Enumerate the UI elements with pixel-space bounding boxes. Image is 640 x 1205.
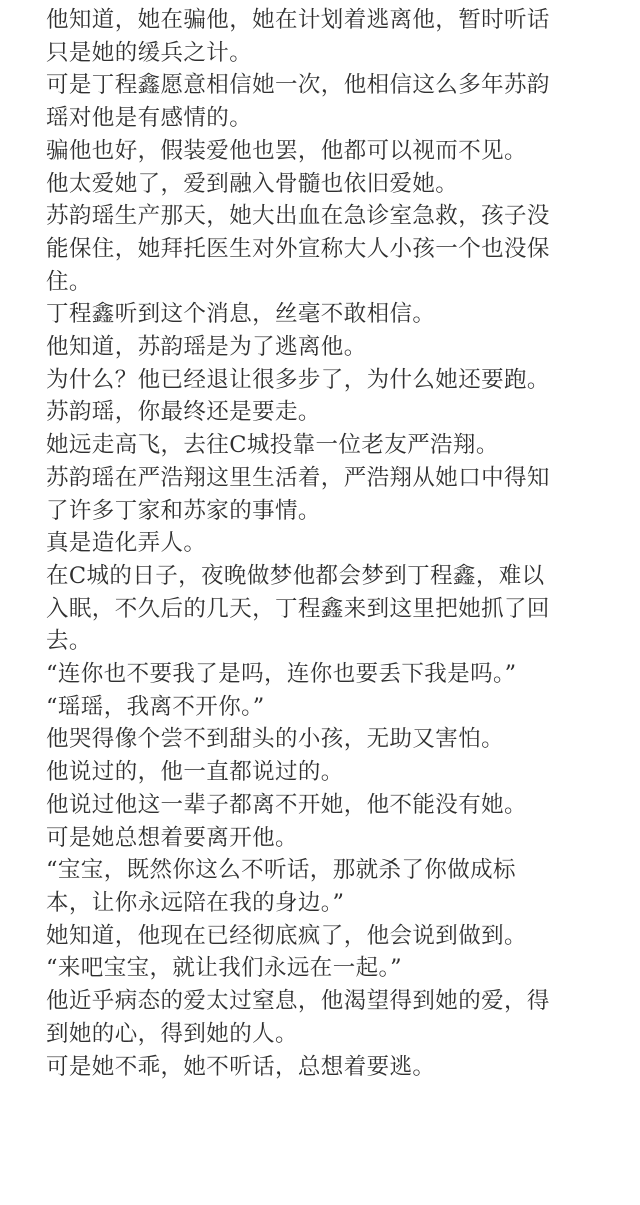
paragraph: [46, 69, 628, 134]
text-line: 可是她不乖，她不听话，总想着要逃。: [46, 1053, 436, 1080]
article-text: [46, 4, 628, 1083]
text-line: 他说过的，他一直都说过的。: [46, 759, 344, 786]
text-line: 他太爱她了，爱到融入骨髓也依旧爱她。: [46, 170, 459, 197]
paragraph: [46, 854, 628, 919]
text-line: 只是她的缓兵之计。: [46, 39, 253, 66]
text-line: 他知道，苏韵瑶是为了逃离他。: [46, 334, 367, 361]
paragraph: [46, 4, 628, 69]
paragraph: [46, 1051, 628, 1084]
text-line: 到她的心，得到她的人。: [46, 1020, 298, 1047]
paragraph: [46, 920, 628, 953]
text-line: 骗他也好，假装爱他也罢，他都可以视而不见。: [46, 137, 527, 164]
text-line: 住。: [46, 268, 92, 295]
text-line: 瑶对他是有感情的。: [46, 105, 253, 132]
text-line: “宝宝，既然你这么不听话，那就杀了你做成标: [46, 857, 516, 884]
text-line: 去。: [46, 628, 92, 655]
paragraph: [46, 168, 628, 201]
text-line: 在C城的日子，夜晚做梦他都会梦到丁程鑫，难以: [46, 562, 545, 589]
paragraph: [46, 200, 628, 298]
paragraph: [46, 756, 628, 789]
paragraph: [46, 429, 628, 462]
paragraph: [46, 985, 628, 1050]
text-line: 本，让你永远陪在我的身边。”: [46, 889, 345, 916]
paragraph: [46, 298, 628, 331]
paragraph: [46, 658, 628, 691]
paragraph: [46, 691, 628, 724]
text-line: 他近乎病态的爱太过窒息，他渴望得到她的爱，得: [46, 988, 550, 1015]
text-line: 她远走高飞，去往C城投靠一位老友严浩翔。: [46, 432, 499, 459]
paragraph: [46, 135, 628, 168]
text-line: 他说过他这一辈子都离不开她，他不能没有她。: [46, 791, 527, 818]
paragraph: [46, 396, 628, 429]
text-line: 真是造化弄人。: [46, 530, 207, 557]
text-line: 为什么？他已经退让很多步了，为什么她还要跑。: [46, 366, 550, 393]
text-line: 苏韵瑶在严浩翔这里生活着，严浩翔从她口中得知: [46, 464, 550, 491]
paragraph: [46, 560, 628, 658]
text-line: 他哭得像个尝不到甜头的小孩，无助又害怕。: [46, 726, 505, 753]
paragraph: [46, 364, 628, 397]
text-line: 她知道，他现在已经彻底疯了，他会说到做到。: [46, 922, 527, 949]
text-line: 可是她总想着要离开他。: [46, 824, 298, 851]
paragraph: [46, 822, 628, 855]
text-line: “来吧宝宝，就让我们永远在一起。”: [46, 955, 403, 982]
text-line: 能保住，她拜托医生对外宣称大人小孩一个也没保: [46, 235, 550, 262]
paragraph: [46, 527, 628, 560]
text-line: “连你也不要我了是吗，连你也要丢下我是吗。”: [46, 661, 517, 688]
text-line: 入眠，不久后的几天，丁程鑫来到这里把她抓了回: [46, 595, 550, 622]
paragraph: [46, 331, 628, 364]
text-line: 了许多丁家和苏家的事情。: [46, 497, 321, 524]
paragraph: [46, 723, 628, 756]
text-line: “瑶瑶，我离不开你。”: [46, 693, 265, 720]
paragraph: [46, 952, 628, 985]
text-line: 他知道，她在骗他，她在计划着逃离他，暂时听话: [46, 7, 550, 33]
text-line: 苏韵瑶，你最终还是要走。: [46, 399, 321, 426]
paragraph: [46, 789, 628, 822]
paragraph: [46, 462, 628, 527]
text-line: 可是丁程鑫愿意相信她一次，他相信这么多年苏韵: [46, 72, 550, 99]
text-line: 丁程鑫听到这个消息，丝毫不敢相信。: [46, 301, 436, 328]
text-line: 苏韵瑶生产那天，她大出血在急诊室急救，孩子没: [46, 203, 550, 230]
